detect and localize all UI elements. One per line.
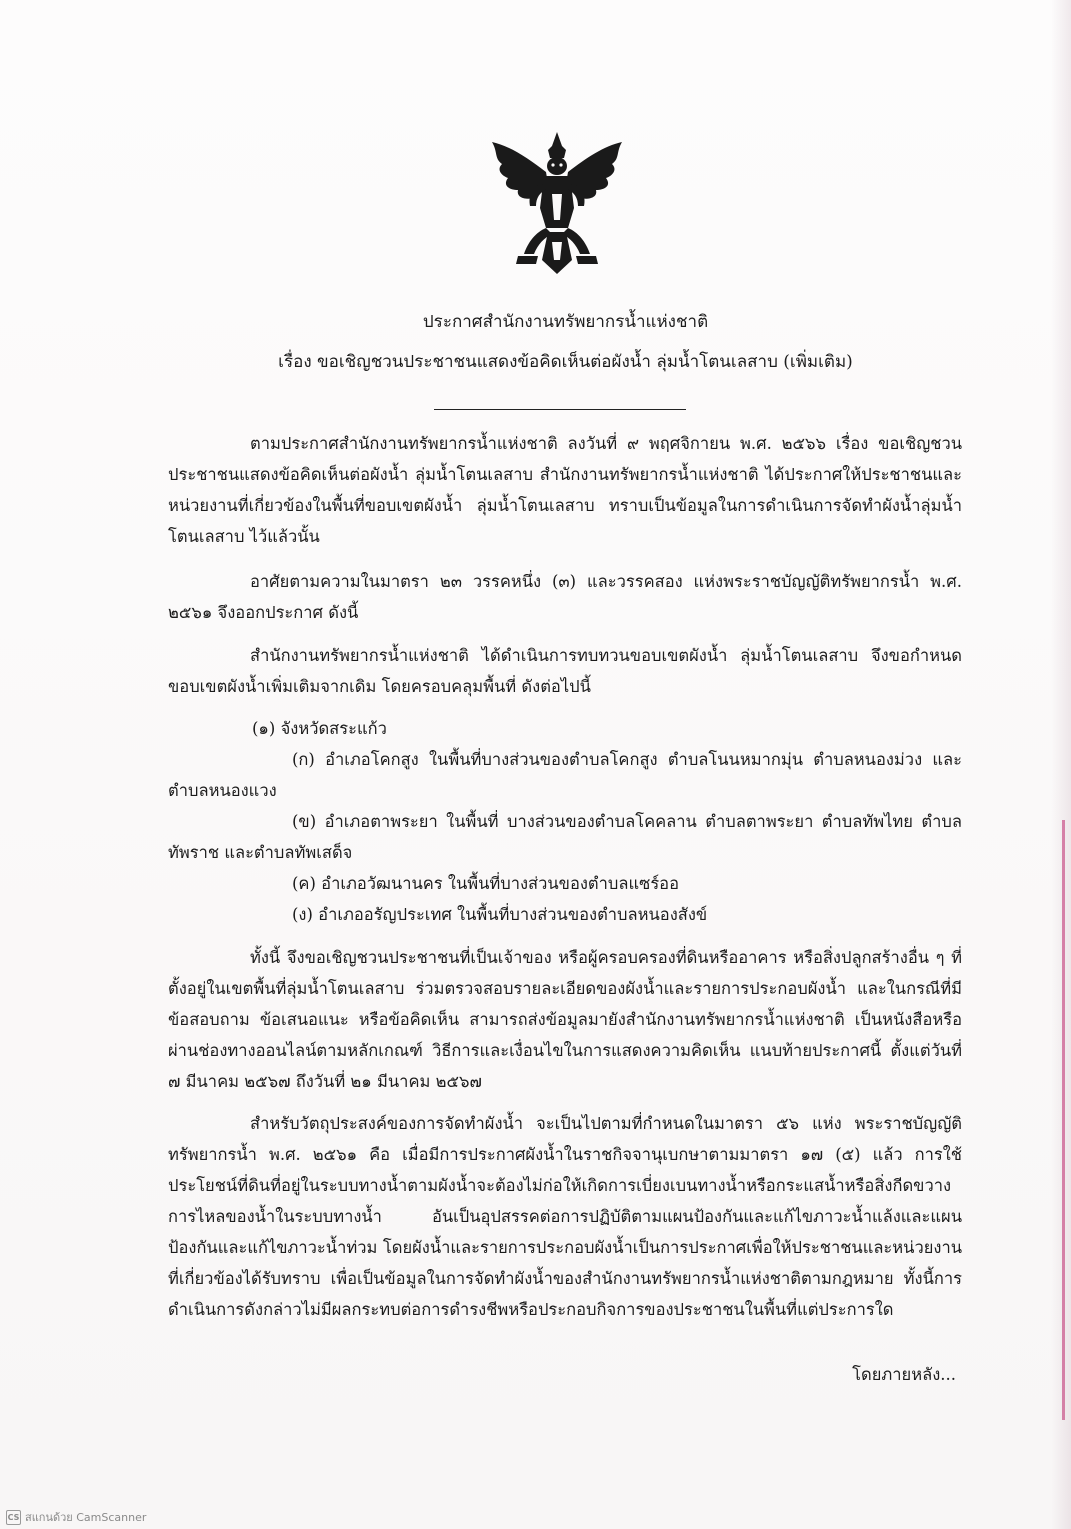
scan-edge-shadow — [1051, 0, 1071, 1529]
scanner-text: สแกนด้วย CamScanner — [25, 1511, 147, 1524]
title-divider — [434, 409, 686, 410]
paragraph-3: สำนักงานทรัพยากรน้ำแห่งชาติ ได้ดำเนินการทบทวนขอบเขตผังน้ำ ลุ่มน้ำโตนเลสาบ จึงขอกำหนดขอบเขตผังน้ำเพิ่มเติมจากเดิม โดยครอบคลุมพื้นที่ ดังต่อไปนี้ — [168, 646, 962, 696]
list-item-d: (ง) อำเภออรัญประเทศ ในพื้นที่บางส่วนของตำบลหนองสังข์ — [292, 905, 708, 924]
paragraph-1: ตามประกาศสำนักงานทรัพยากรน้ำแห่งชาติ ลงวันที่ ๙ พฤศจิกายน พ.ศ. ๒๕๖๖ เรื่อง ขอเชิญชวนประชาชนแสดงข้อคิดเห็นต่อผังน้ำ ลุ่มน้ำโตนเลสาบ สำนักงานทรัพยากรน้ำแห่งชาติ ได้ประกาศให้ประชาชนและหน่วยงานที่เกี่ยวข้องในพื้นที่ขอบเขตผังน้ำ ลุ่มน้ำโตนเลสาบ ทราบเป็นข้อมูลในการดำเนินการจัดทำผังน้ำลุ่มน้ำโตนเลสาบ ไว้แล้วนั้น — [168, 434, 962, 546]
list-item-a: (ก) อำเภอโคกสูง ในพื้นที่บางส่วนของตำบลโคกสูง ตำบลโนนหมากมุ่น ตำบลหนองม่วง และตำบลหนองแวง — [168, 750, 962, 800]
paragraph-4: ทั้งนี้ จึงขอเชิญชวนประชาชนที่เป็นเจ้าของ หรือผู้ครอบครองที่ดินหรืออาคาร หรือสิ่งปลูกสร้างอื่น ๆ ที่ตั้งอยู่ในเขตพื้นที่ลุ่มน้ำโตนเลสาบ ร่วมตรวจสอบรายละเอียดของผังน้ำและรายการประกอบผังน้ำ และในกรณีที่มีข้อสอบถาม ข้อเสนอแนะ หรือข้อคิดเห็น สามารถส่งข้อมูลมายังสำนักงานทรัพยากรน้ำแห่งชาติ เป็นหนังสือหรือผ่านช่องทางออนไลน์ตามหลักเกณฑ์ วิธีการและเงื่อนไขในการแสดงความคิดเห็น แนบท้ายประกาศนี้ ตั้งแต่วันที่ ๗ มีนาคม ๒๕๖๗ ถึงวันที่ ๒๑ มีนาคม ๒๕๖๗ — [168, 948, 962, 1091]
garuda-emblem-icon — [488, 128, 626, 278]
announcement-subject: เรื่อง ขอเชิญชวนประชาชนแสดงข้อคิดเห็นต่อผังน้ำ ลุ่มน้ำโตนเลสาบ (เพิ่มเติม) — [278, 352, 853, 372]
scan-edge-mark — [1062, 820, 1065, 1420]
paragraph-5: สำหรับวัตถุประสงค์ของการจัดทำผังน้ำ จะเป็นไปตามที่กำหนดในมาตรา ๕๖ แห่ง พระราชบัญญัติทรัพยากรน้ำ พ.ศ. ๒๕๖๑ คือ เมื่อมีการประกาศผังน้ำในราชกิจจานุเบกษาตามมาตรา ๑๗ (๕) แล้ว การใช้ประโยชน์ที่ดินที่อยู่ในระบบทางน้ำตามผังน้ำจะต้องไม่ก่อให้เกิดการเบี่ยงเบนทางน้ำหรือกระแสน้ำหรือสิ่งกีดขวางการไหลของน้ำในระบบทางน้ำ อันเป็นอุปสรรคต่อการปฏิบัติตามแผนป้องกันและแก้ไขภาวะน้ำแล้งและแผนป้องกันและแก้ไขภาวะน้ำท่วม โดยผังน้ำและรายการประกอบผังน้ำเป็นการประกาศเพื่อให้ประชาชนและหน่วยงานที่เกี่ยวข้องได้รับทราบ เพื่อเป็นข้อมูลในการจัดทำผังน้ำของสำนักงานทรัพยากรน้ำแห่งชาติตามกฎหมาย ทั้งนี้การดำเนินการดังกล่าวไม่มีผลกระทบต่อการดำรงชีพหรือประกอบกิจการของประชาชนในพื้นที่แต่ประการใด — [168, 1114, 962, 1319]
list-item-c: (ค) อำเภอวัฒนานคร ในพื้นที่บางส่วนของตำบลแซร์ออ — [292, 874, 680, 893]
continuation-text: โดยภายหลัง... — [852, 1365, 956, 1384]
announcement-title: ประกาศสำนักงานทรัพยากรน้ำแห่งชาติ — [422, 312, 709, 332]
paragraph-2: อาศัยตามความในมาตรา ๒๓ วรรคหนึ่ง (๓) และวรรคสอง แห่งพระราชบัญญัติทรัพยากรน้ำ พ.ศ. ๒๕๖๑ จึงออกประกาศ ดังนี้ — [168, 572, 962, 622]
list-province: (๑) จังหวัดสระแก้ว — [252, 719, 387, 738]
scanner-watermark — [6, 1508, 146, 1526]
list-item-b: (ข) อำเภอตาพระยา ในพื้นที่ บางส่วนของตำบลโคคลาน ตำบลตาพระยา ตำบลทัพไทย ตำบลทัพราช และตำบลทัพเสด็จ — [168, 812, 962, 862]
camscanner-icon: CS — [6, 1510, 21, 1525]
